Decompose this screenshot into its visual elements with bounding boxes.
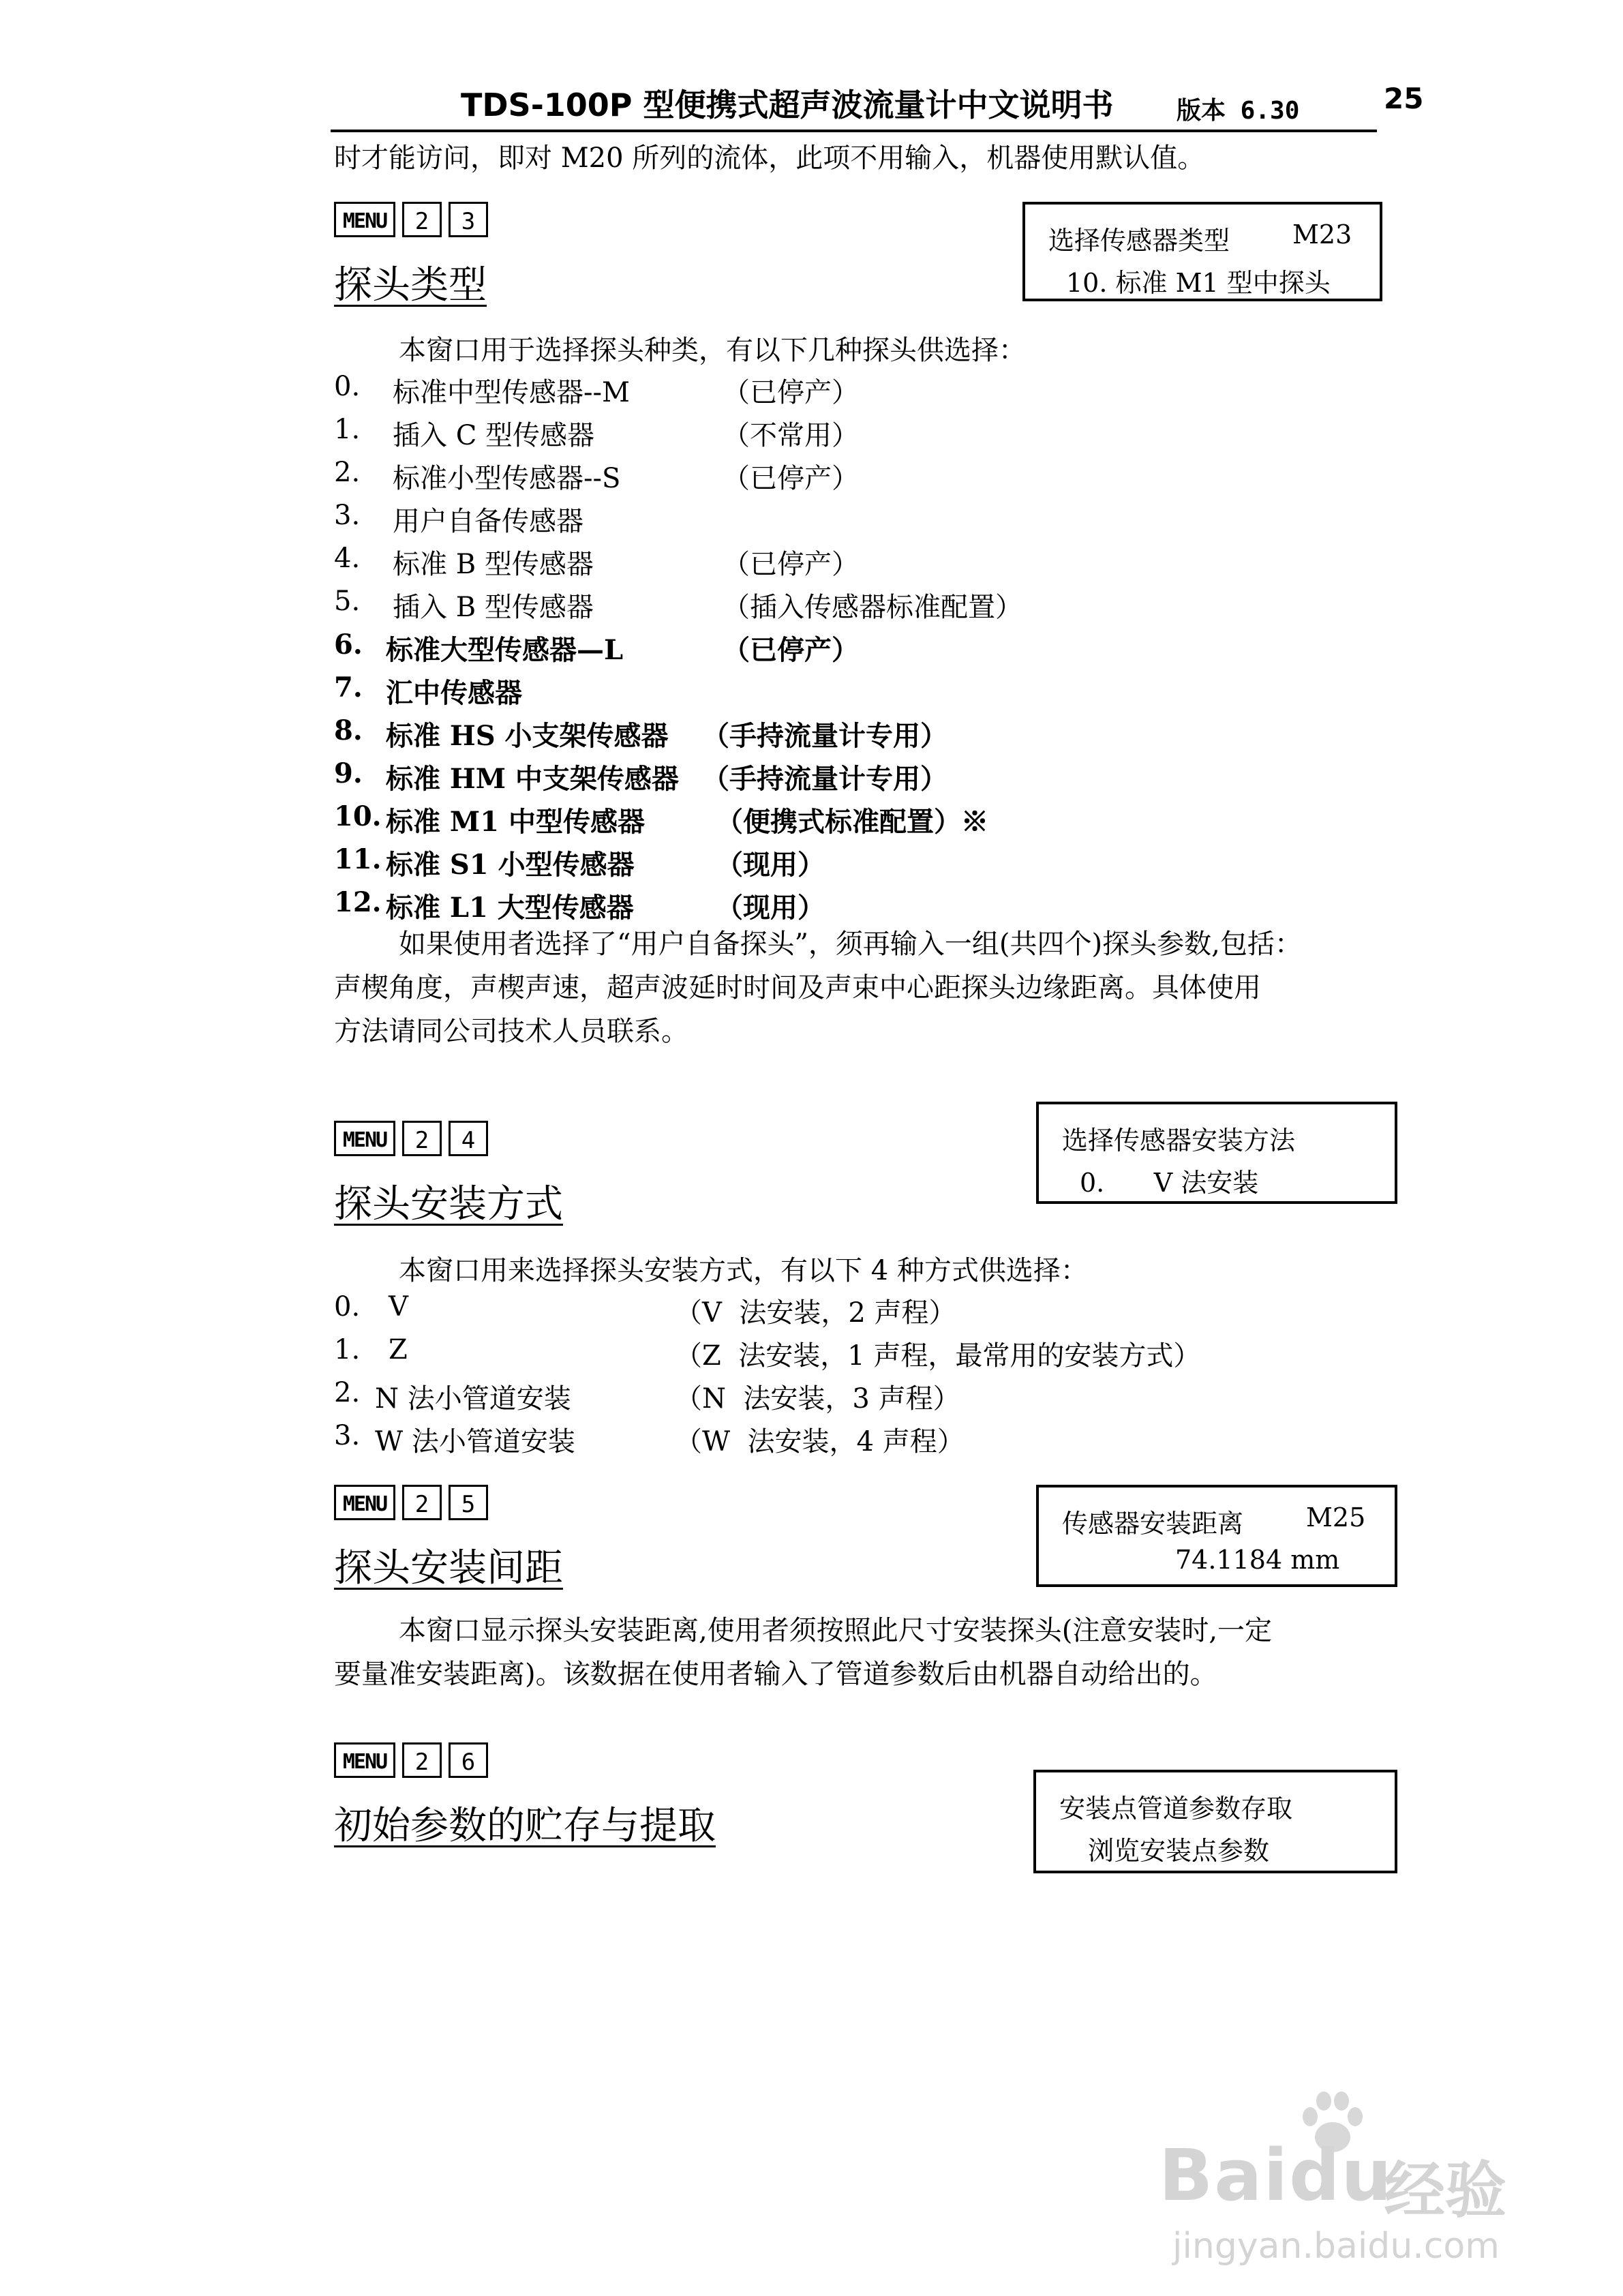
list-item: 3. W 法小管道安装 （W 法安装，4 声程）: [334, 1420, 965, 1457]
list-item: 2. 标准小型传感器--S （已停产）: [334, 457, 859, 494]
menu-key: MENU: [334, 1742, 395, 1778]
list-item: 8. 标准 HS 小支架传感器 （手持流量计专用）: [334, 714, 947, 752]
menu-key: MENU: [334, 1485, 395, 1520]
list-item: 11. 标准 S1 小型传感器 （现用）: [334, 843, 825, 881]
menu-key: MENU: [334, 202, 395, 237]
list-item: 9. 标准 HM 中支架传感器 （手持流量计专用）: [334, 757, 947, 795]
section-heading-m25: 探头安装间距: [334, 1546, 563, 1590]
lcd-line2: 74.1184 mm: [1175, 1545, 1340, 1575]
m23-intro: 本窗口用于选择探头种类，有以下几种探头供选择：: [399, 335, 1026, 366]
lcd-line2: 0. V 法安装: [1080, 1168, 1259, 1198]
digit-key: 6: [449, 1742, 488, 1778]
list-item: 1. 插入 C 型传感器 （不常用）: [334, 414, 859, 451]
lcd-display-m24: [1036, 1102, 1397, 1204]
lcd-display-m23: [1022, 202, 1382, 301]
list-item: 5. 插入 B 型传感器 （插入传感器标准配置）: [334, 586, 1022, 623]
menu-keys-m23: [334, 202, 488, 237]
digit-key: 4: [449, 1121, 488, 1156]
header-rule: [331, 130, 1377, 132]
list-item: 6. 标准大型传感器—L （已停产）: [334, 629, 859, 666]
lcd-line1: 选择传感器安装方法: [1062, 1126, 1296, 1155]
section-heading-m26: 初始参数的贮存与提取: [334, 1804, 716, 1848]
digit-key: 5: [449, 1485, 488, 1520]
lcd-line1: 安装点管道参数存取: [1059, 1794, 1293, 1824]
lcd-display-m26: [1033, 1770, 1397, 1873]
install-method-list: [334, 1291, 1425, 1468]
sensor-type-list: [334, 371, 1425, 923]
section-heading-m23: 探头类型: [334, 263, 487, 307]
digit-key: 2: [402, 202, 442, 237]
digit-key: 2: [402, 1742, 442, 1778]
list-item: 0. 标准中型传感器--M （已停产）: [334, 371, 859, 408]
page-number: 25: [1384, 82, 1424, 115]
list-item: 0. V （V 法安装，2 声程）: [334, 1291, 956, 1329]
watermark-brand-cn: 经验: [1384, 2155, 1506, 2226]
list-item: 1. Z （Z 法安装，1 声程，最常用的安装方式）: [334, 1334, 1201, 1372]
lcd-line1: 选择传感器类型: [1048, 226, 1230, 256]
section-heading-m24: 探头安装方式: [334, 1182, 563, 1226]
digit-key: 3: [449, 202, 488, 237]
menu-keys-m26: [334, 1742, 488, 1778]
menu-key: MENU: [334, 1121, 395, 1156]
m24-intro: 本窗口用来选择探头安装方式，有以下 4 种方式供选择：: [399, 1255, 1088, 1286]
m23-paragraph: 如果使用者选择了“用户自备探头”，须再输入一组(共四个)探头参数,包括： 声楔角度，声楔声速，超声波延时时间及声束中心距探头边缘距离。具体使用 方法请同公司技术人员联系。: [334, 928, 1302, 1047]
list-item: 12. 标准 L1 大型传感器 （现用）: [334, 886, 825, 924]
baidu-watermark: [1159, 2086, 1568, 2277]
m25-paragraph: 本窗口显示探头安装距离,使用者须按照此尺寸安装探头(注意安装时,一定 要量准安装距离)。该数据在使用者输入了管道参数后由机器自动给出的。: [334, 1615, 1273, 1690]
lcd-code: M23: [1292, 220, 1352, 250]
list-item: 4. 标准 B 型传感器 （已停产）: [334, 543, 859, 580]
lcd-display-m25: [1036, 1485, 1397, 1587]
list-item: 3. 用户自备传感器: [334, 500, 583, 537]
list-item: 2. N 法小管道安装 （N 法安装，3 声程）: [334, 1377, 960, 1415]
digit-key: 2: [402, 1485, 442, 1520]
list-item: 10. 标准 M1 中型传感器 （便携式标准配置）※: [334, 800, 988, 838]
watermark-url: jingyan.baidu.com: [1172, 2226, 1500, 2267]
lcd-line2: 10. 标准 M1 型中探头: [1066, 268, 1331, 298]
menu-keys-m25: [334, 1485, 488, 1520]
intro-line: 时才能访问，即对 M20 所列的流体，此项不用输入，机器使用默认值。: [334, 142, 1205, 174]
menu-keys-m24: [334, 1121, 488, 1156]
watermark-brand: Baidu: [1159, 2134, 1393, 2217]
version-label: 版本 6.30: [1177, 97, 1300, 125]
lcd-code: M25: [1306, 1502, 1366, 1532]
list-item: 7. 汇中传感器: [334, 671, 522, 709]
lcd-line1: 传感器安装距离: [1062, 1509, 1244, 1539]
digit-key: 2: [402, 1121, 442, 1156]
lcd-line2: 浏览安装点参数: [1088, 1836, 1270, 1866]
document-title: TDS-100P 型便携式超声波流量计中文说明书: [461, 87, 1114, 123]
